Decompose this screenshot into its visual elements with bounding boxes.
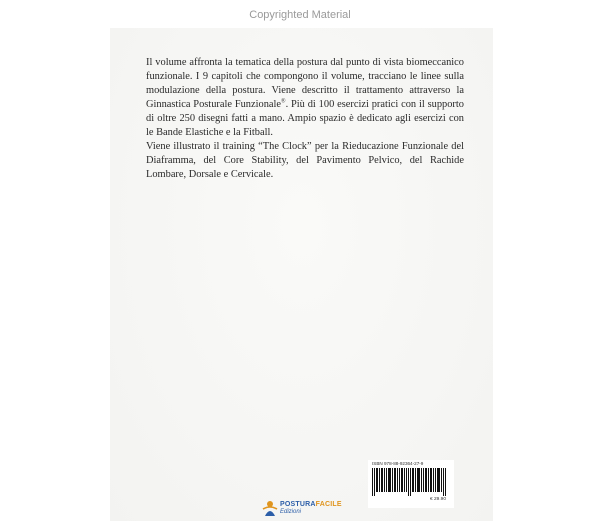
isbn-barcode bbox=[368, 460, 454, 508]
isbn-number: ISBN 978-88-92364-27-9 bbox=[372, 461, 424, 466]
publisher-name-part-2: FACILE bbox=[315, 501, 342, 508]
registered-trademark: ® bbox=[281, 98, 286, 105]
barcode-icon bbox=[372, 468, 450, 496]
book-back-cover bbox=[110, 28, 493, 521]
description-paragraph-2: Viene illustrato il training “The Clock” per la Rieducazione Funzionale del Diaframma, del Core Stability, del Pavimento Pelvico, del Rachide Lombare, Dorsale e Cervicale. bbox=[146, 141, 464, 180]
publisher-name-part-1: POSTURA bbox=[280, 501, 316, 508]
description-text-1-end: . Più di 100 esercizi pratici con il supporto di oltre 250 disegni fatti a mano. Ampio spazio è dedicato agli esercizi con le Bande Elastiche e la Fitball. bbox=[146, 99, 464, 138]
description-text-1: Il volume affronta la tematica della postura dal punto di vista biomeccanico funzionale. I 9 capitoli che compongono il volume, tracciano le linee sulla modulazione della postura. Viene descritto il trattamento attraverso la Ginnastica Posturale Funzionale bbox=[146, 57, 464, 110]
publisher-name bbox=[280, 501, 342, 508]
book-description bbox=[146, 56, 464, 182]
price-label: € 29.90 bbox=[430, 497, 447, 502]
description-paragraph-1 bbox=[146, 56, 464, 140]
publisher-subtitle: Edizioni bbox=[280, 509, 302, 515]
publisher-logo bbox=[262, 498, 352, 520]
figure-logo-icon bbox=[262, 500, 278, 518]
copyright-notice: Copyrighted Material bbox=[249, 9, 351, 21]
